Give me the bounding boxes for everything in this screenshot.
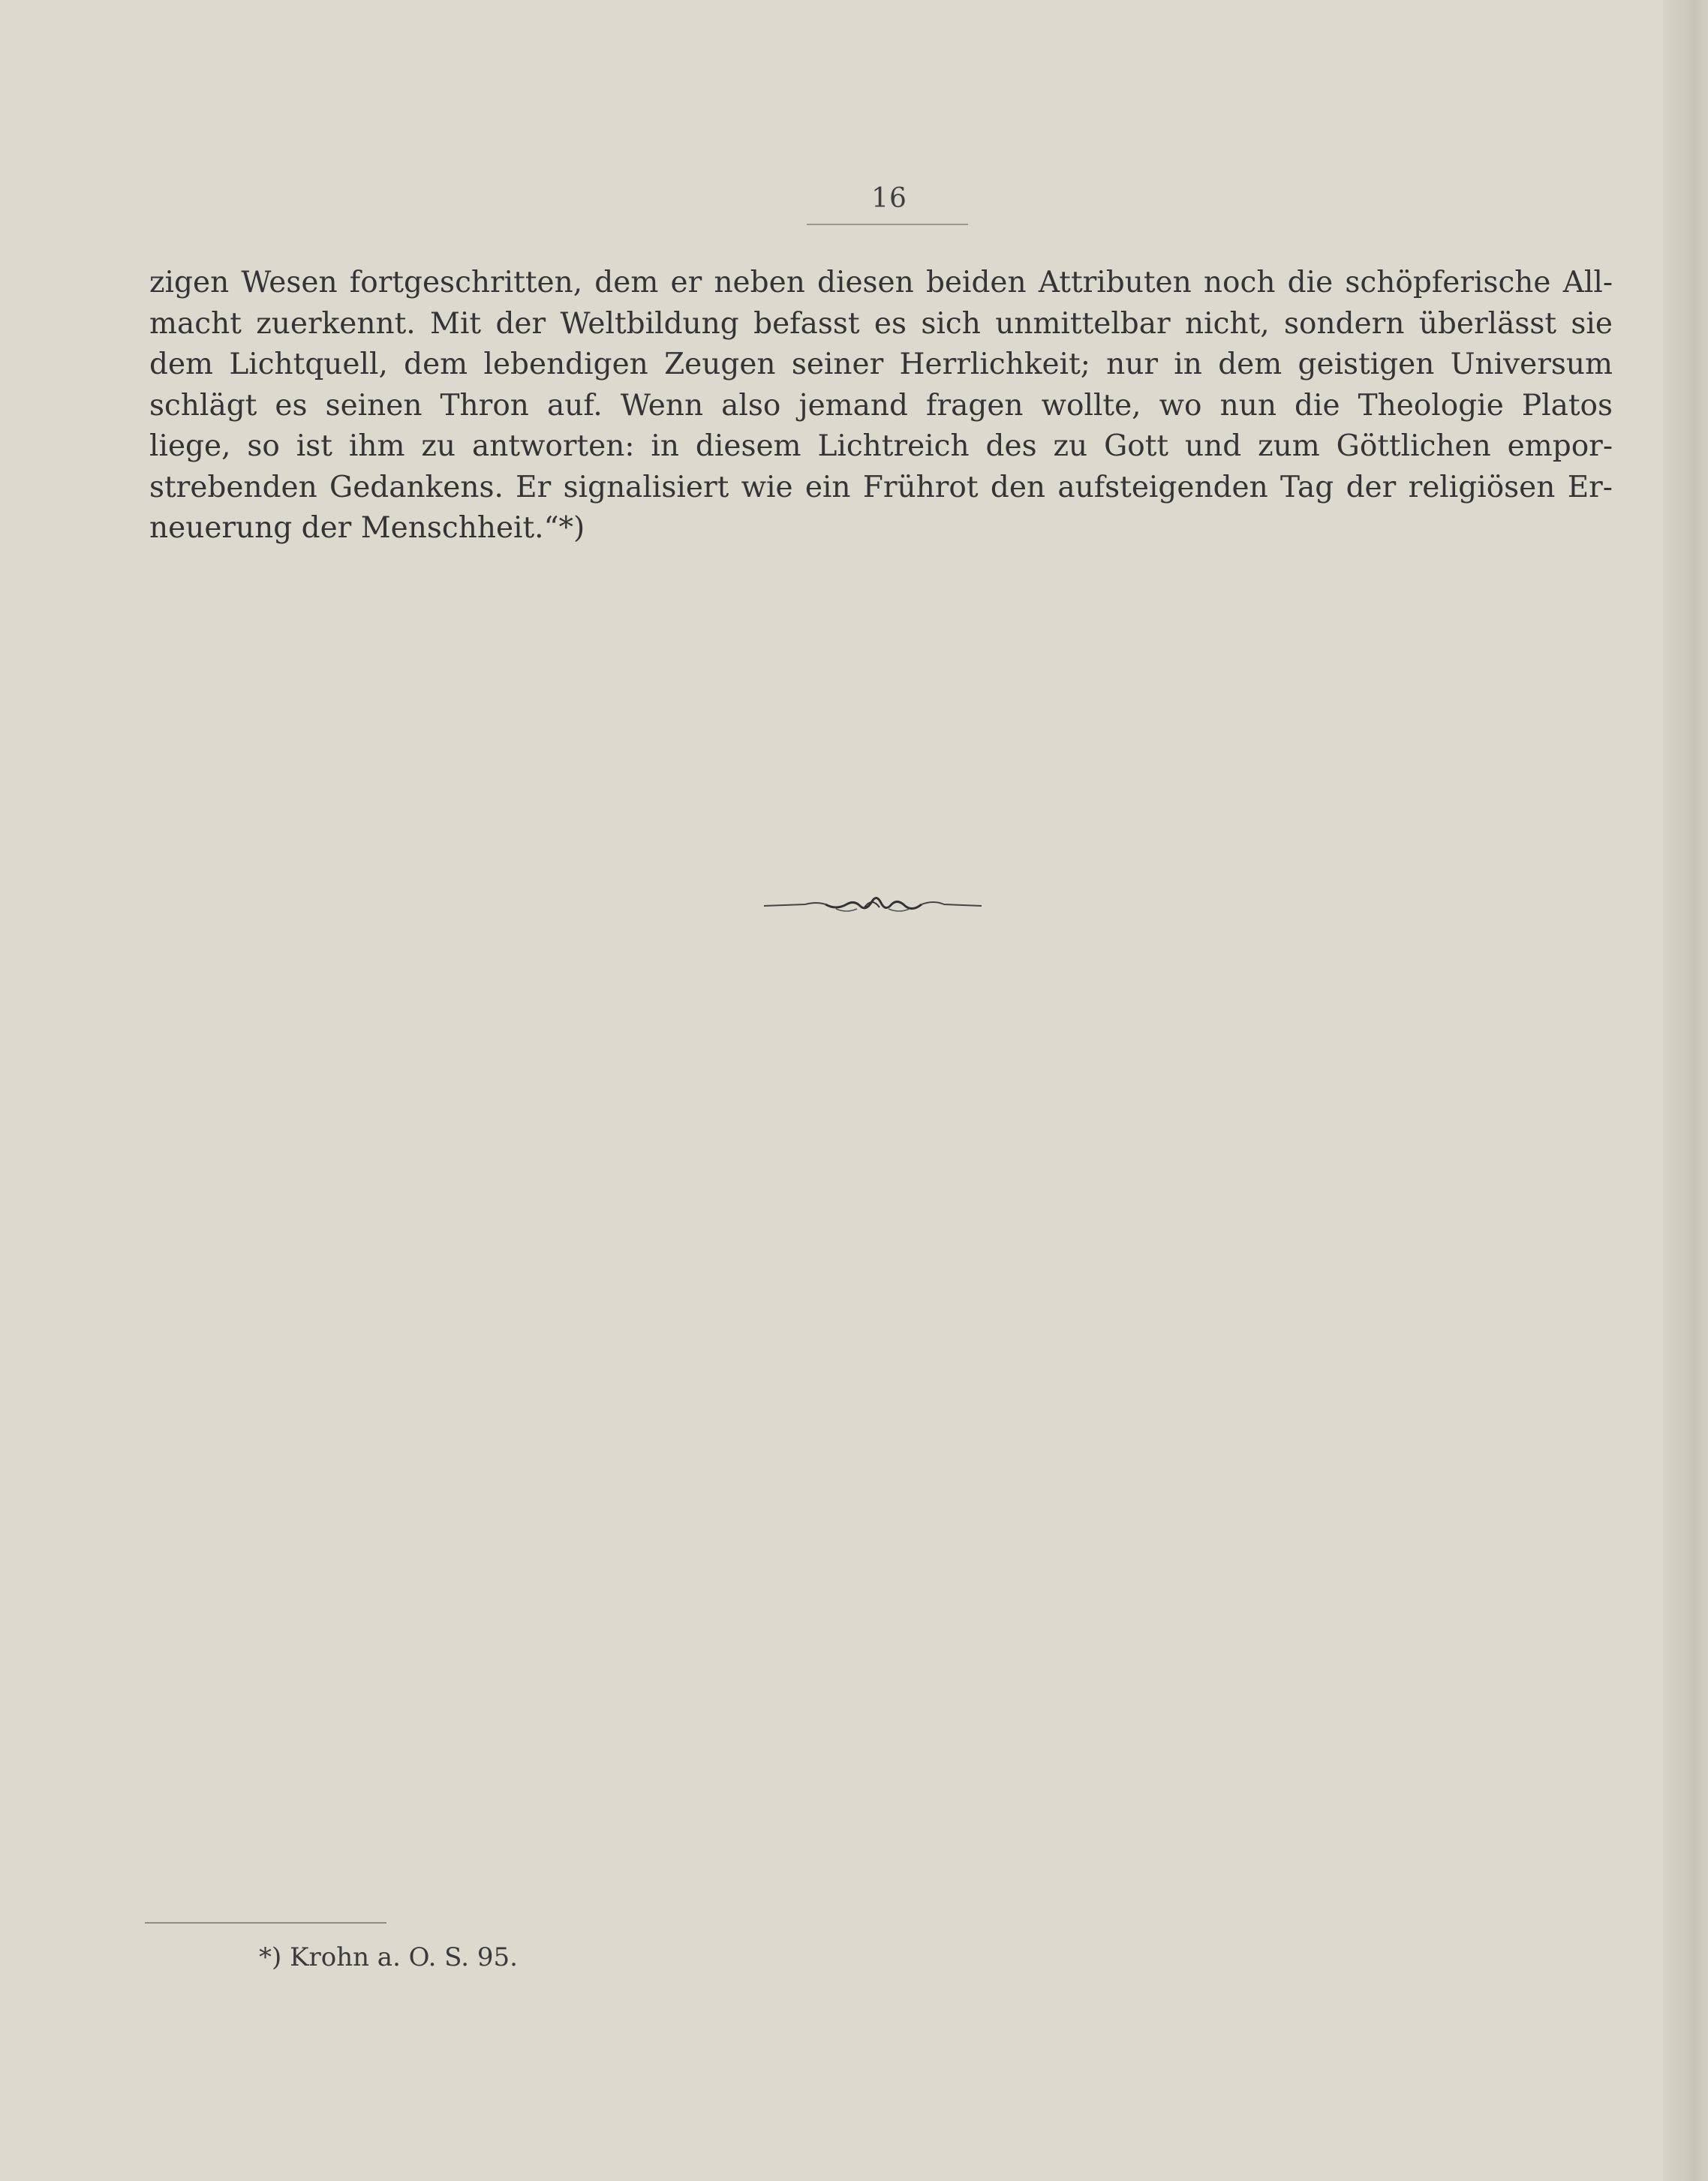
paragraph-line-3: dem Lichtquell, dem lebendigen Zeugen seiner Herrlichkeit; nur in dem geistigen Universum — [149, 347, 1613, 381]
paragraph-line-4: schlägt es seinen Thron auf. Wenn also jemand fragen wollte, wo nun die Theologie Platos — [149, 388, 1613, 423]
flourish-ornament-icon — [764, 888, 982, 921]
page-number-rule — [807, 224, 968, 225]
main-paragraph — [149, 263, 1613, 549]
footnote: *) Krohn a. O. S. 95. — [259, 1942, 518, 1972]
page-number: 16 — [871, 183, 907, 214]
paragraph-line-7: neuerung der Menschheit.“*) — [149, 511, 585, 545]
paragraph-line-6: strebenden Gedankens. Er signalisiert wie ein Frührot den aufsteigenden Tag der religiösen Er- — [149, 470, 1613, 504]
paragraph-line-1: zigen Wesen fortgeschritten, dem er neben diesen beiden Attributen noch die schöpferische All- — [149, 266, 1613, 299]
paragraph-line-2: macht zuerkennt. Mit der Weltbildung befasst es sich unmittelbar nicht, sondern überlässt sie — [149, 306, 1613, 341]
page-gutter-shadow — [1663, 0, 1708, 2181]
paragraph-line-5: liege, so ist ihm zu antworten: in diesem Lichtreich des zu Gott und zum Göttlichen empor- — [149, 429, 1613, 463]
footnote-rule — [145, 1922, 386, 1924]
